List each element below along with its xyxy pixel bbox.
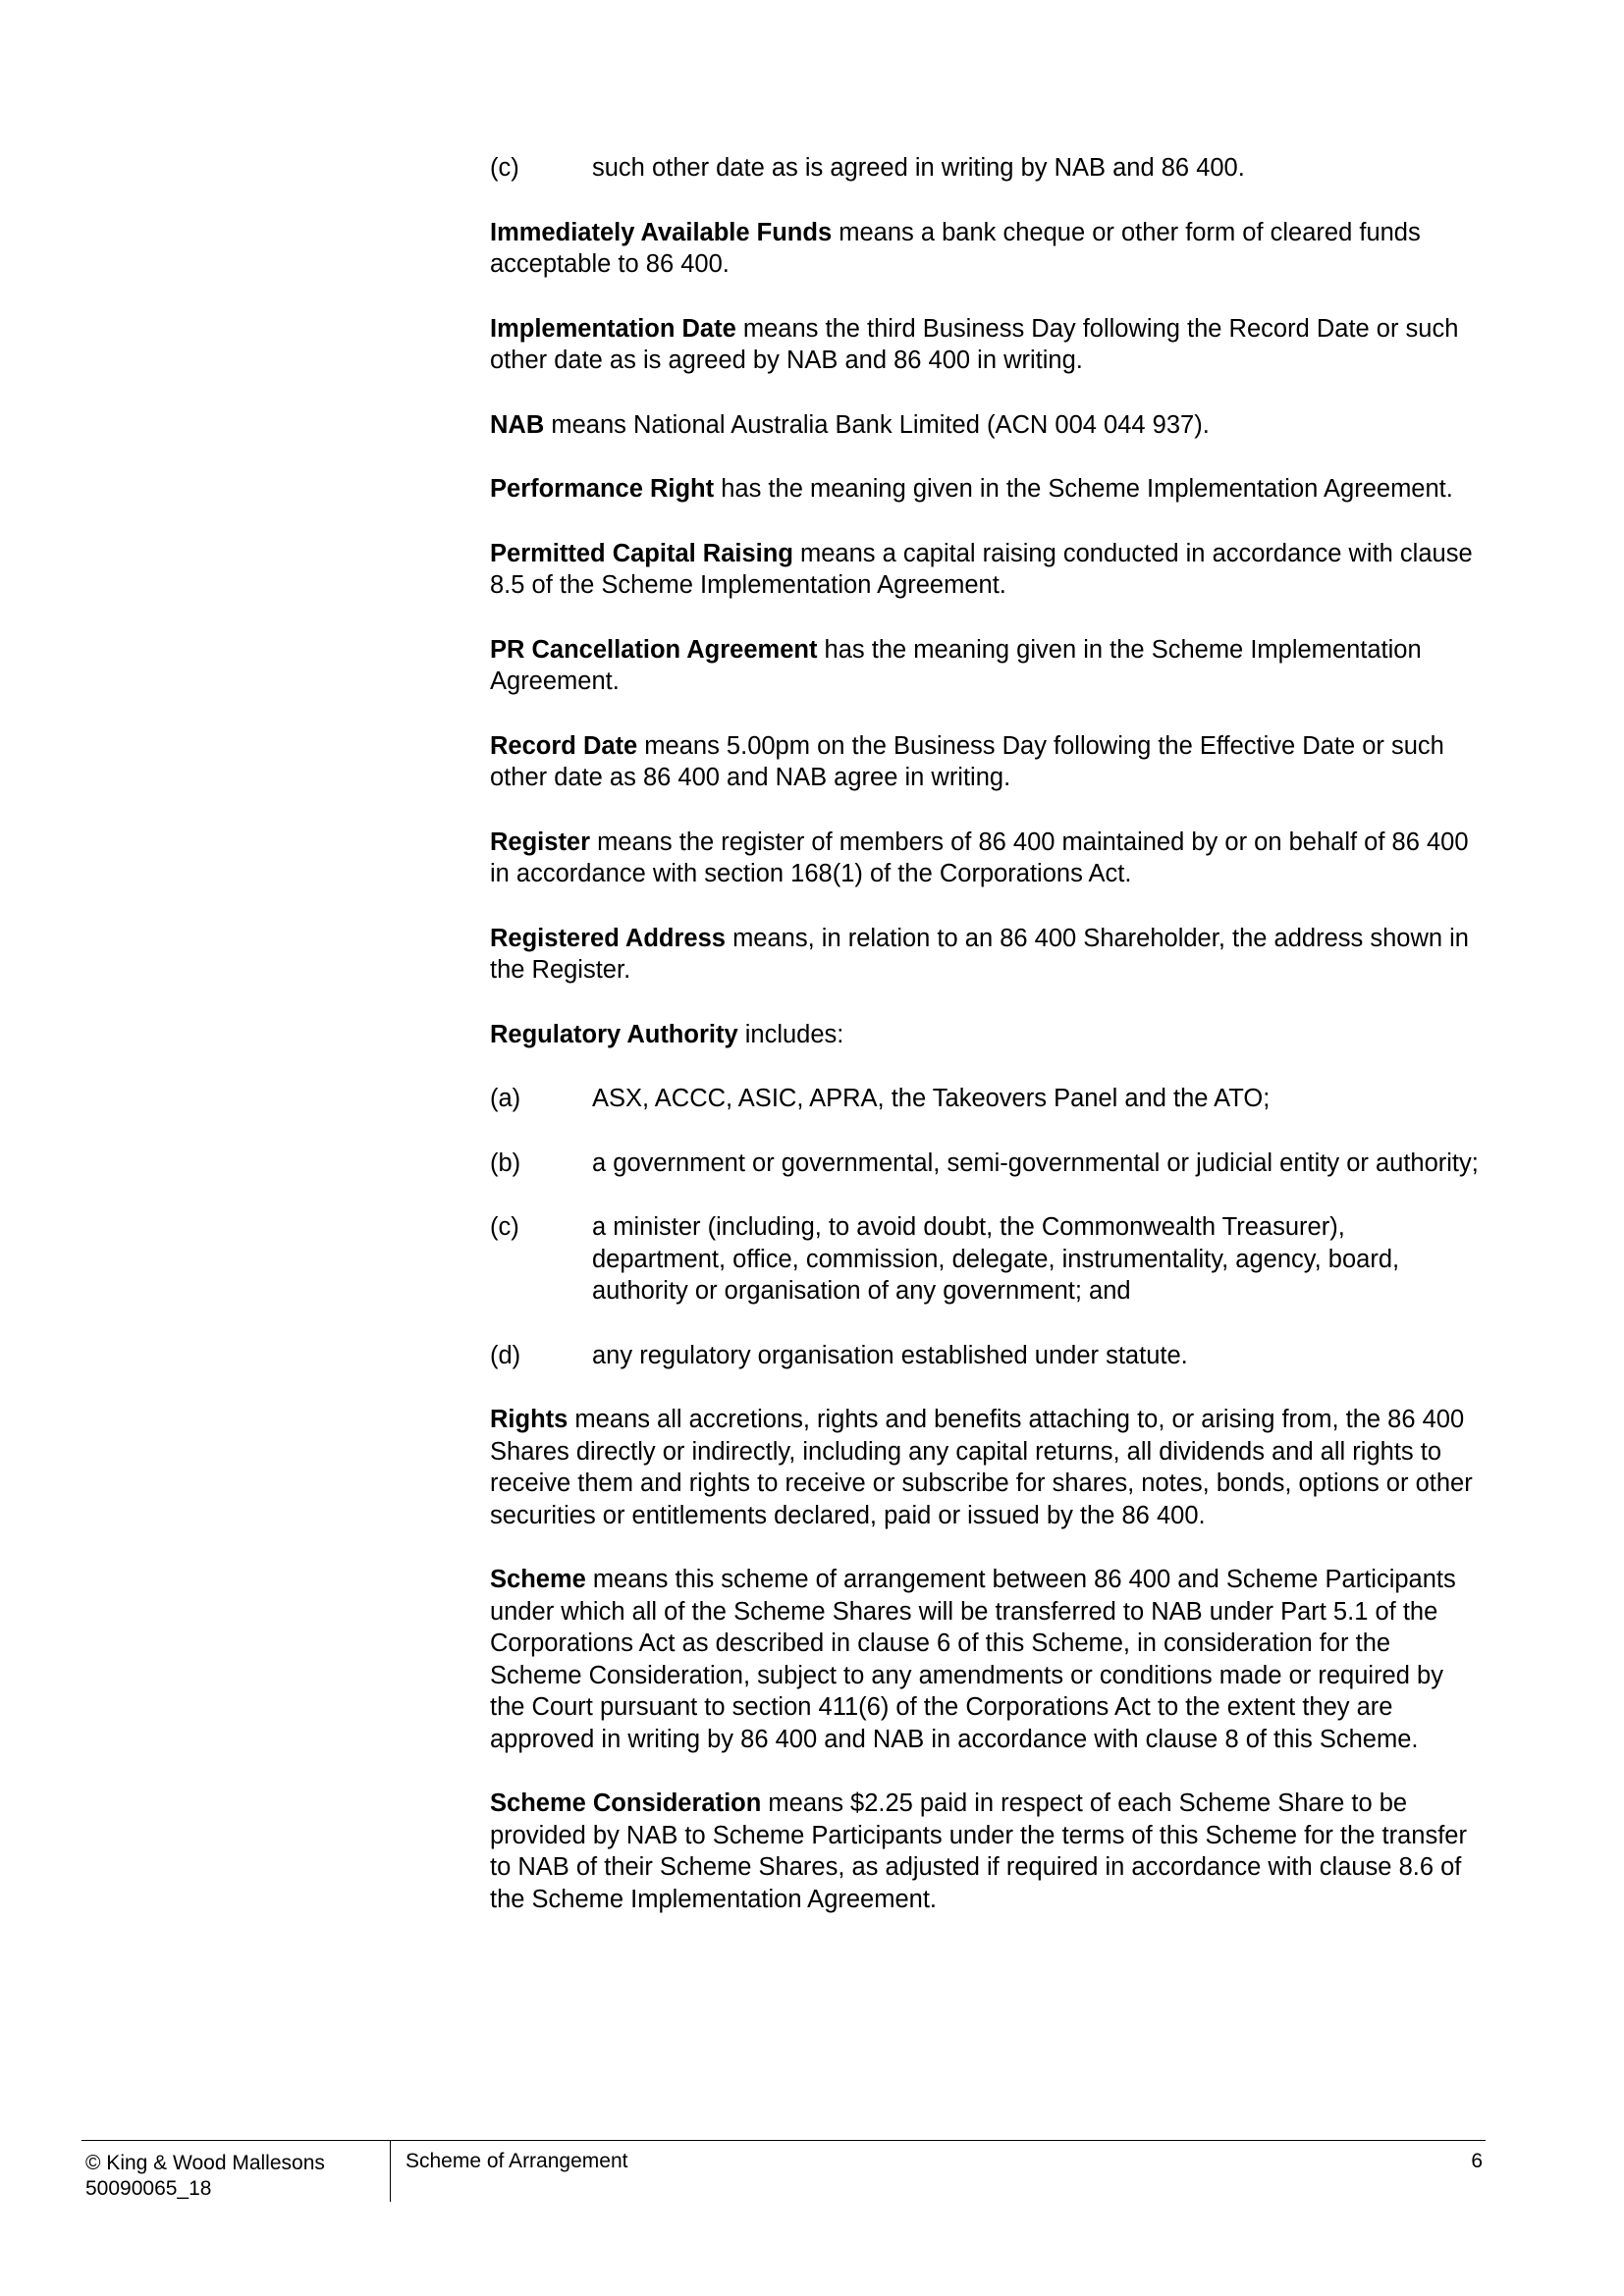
- page-number: 6: [1471, 2150, 1483, 2172]
- list-item-label: (b): [490, 1148, 521, 1177]
- definition-text: includes:: [737, 1020, 844, 1048]
- defined-term: Performance Right: [490, 475, 715, 503]
- definition-paragraph: [490, 313, 1482, 377]
- definition-paragraph: [490, 1404, 1482, 1531]
- definition-text: means all accretions, rights and benefits attaching to, or arising from, the 86 400 Shares directly or indirectly, including any capital returns, all dividends and all rights to receive them and rights to receive or subscribe for shares, notes, bonds, options or other securities or entitlements declared, paid or issued by the 86 400.: [490, 1406, 1473, 1529]
- definition-text: means a bank cheque or other form of cleared funds acceptable to 86 400.: [490, 218, 1421, 278]
- defined-term: NAB: [490, 410, 545, 439]
- definition-paragraph: [490, 634, 1482, 698]
- defined-term: Scheme: [490, 1566, 586, 1593]
- definition-paragraph: [490, 923, 1482, 987]
- definition-text: means this scheme of arrangement between 86 400 and Scheme Participants under which all of the Scheme Shares will be transferred to NAB under Part 5.1 of the Corporations Act as described in clause 6 of this Scheme, in consideration for the Scheme Consideration, subject to any amendments or conditions made or required by the Court pursuant to section 411(6) of the Corporations Act to the extent they are approved in writing by 86 400 and NAB in accordance with clause 8 of this Scheme.: [490, 1566, 1456, 1753]
- footer-doc-id: 50090065_18: [85, 2177, 212, 2200]
- document-body: [490, 152, 1482, 1948]
- list-item: [490, 1083, 1482, 1115]
- defined-term: Scheme Consideration: [490, 1789, 762, 1817]
- definition-text: has the meaning given in the Scheme Implementation Agreement.: [714, 475, 1453, 503]
- definition-text: means National Australia Bank Limited (ACN 004 044 937).: [544, 410, 1210, 439]
- footer-rule: [81, 2140, 1486, 2141]
- definition-paragraph: [490, 538, 1482, 602]
- list-item-text: ASX, ACCC, ASIC, APRA, the Takeovers Panel and the ATO;: [592, 1085, 1271, 1112]
- defined-term: Record Date: [490, 731, 638, 760]
- list-item-text: a government or governmental, semi-governmental or judicial entity or authority;: [592, 1148, 1479, 1177]
- list-item: [490, 1211, 1482, 1308]
- defined-term: Regulatory Authority: [490, 1020, 738, 1048]
- definition-text: means a capital raising conducted in accordance with clause 8.5 of the Scheme Implementation Agreement.: [490, 539, 1473, 599]
- list-item-text: any regulatory organisation established under statute.: [592, 1341, 1188, 1369]
- list-item-label: (c): [490, 154, 519, 182]
- list-item: [490, 1340, 1482, 1372]
- list-item-label: (a): [490, 1085, 521, 1112]
- defined-term: Implementation Date: [490, 314, 736, 343]
- footer-left: [85, 2151, 325, 2202]
- definition-paragraph: [490, 1788, 1482, 1915]
- list-item-label: (c): [490, 1213, 519, 1241]
- definition-text: means $2.25 paid in respect of each Scheme Share to be provided by NAB to Scheme Participants under the terms of this Scheme for the transfer to NAB of their Scheme Shares, as adjusted if required in accordance with clause 8.6 of the Scheme Implementation Agreement.: [490, 1789, 1467, 1913]
- list-item: [490, 1148, 1482, 1180]
- defined-term: Registered Address: [490, 924, 726, 952]
- definition-text: has the meaning given in the Scheme Implementation Agreement.: [490, 635, 1422, 695]
- definition-paragraph: [490, 409, 1482, 442]
- definition-paragraph: [490, 1564, 1482, 1755]
- list-item-text: a minister (including, to avoid doubt, the Commonwealth Treasurer), department, office, commission, delegate, instrumentality, agency, board, authority or organisation of any government; and: [592, 1213, 1400, 1305]
- list-item-text: such other date as is agreed in writing by NAB and 86 400.: [592, 154, 1245, 182]
- defined-term: Permitted Capital Raising: [490, 539, 793, 567]
- list-item-label: (d): [490, 1341, 521, 1369]
- definition-text: means the third Business Day following the Record Date or such other date as is agreed by NAB and 86 400 in writing.: [490, 314, 1459, 374]
- footer-title: Scheme of Arrangement: [406, 2150, 628, 2172]
- defined-term: Rights: [490, 1406, 568, 1433]
- definition-paragraph: [490, 730, 1482, 794]
- defined-term: PR Cancellation Agreement: [490, 635, 818, 664]
- definition-paragraph: [490, 1019, 1482, 1051]
- defined-term: Register: [490, 828, 591, 856]
- definition-paragraph: [490, 473, 1482, 506]
- footer-copyright: © King & Wood Mallesons: [85, 2152, 325, 2174]
- definition-text: means, in relation to an 86 400 Shareholder, the address shown in the Register.: [490, 924, 1469, 984]
- defined-term: Immediately Available Funds: [490, 218, 833, 246]
- definition-text: means the register of members of 86 400 maintained by or on behalf of 86 400 in accordance with section 168(1) of the Corporations Act.: [490, 828, 1469, 887]
- footer-divider: [390, 2140, 391, 2202]
- list-item: [490, 152, 1482, 185]
- definition-text: means 5.00pm on the Business Day following the Effective Date or such other date as 86 400 and NAB agree in writing.: [490, 731, 1444, 791]
- definition-paragraph: [490, 217, 1482, 281]
- definition-paragraph: [490, 827, 1482, 890]
